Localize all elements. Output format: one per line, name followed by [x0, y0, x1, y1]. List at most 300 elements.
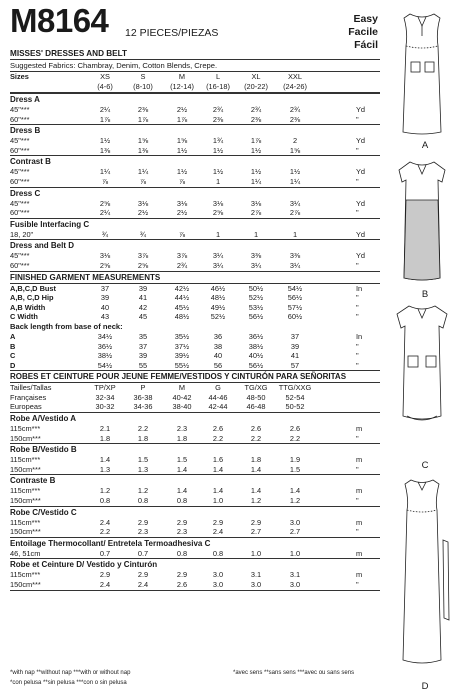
- row-value: 3.0: [250, 580, 262, 589]
- row-value: 1.4: [289, 486, 301, 496]
- row-unit: m: [356, 570, 363, 580]
- row-value: 1.2: [99, 486, 111, 496]
- row-unit: Yd: [356, 167, 366, 177]
- pattern-number: M8164: [10, 2, 109, 39]
- group-title-text: Robe C/Vestido C: [10, 507, 77, 517]
- row-value: 1¾: [212, 136, 224, 146]
- row-label: C Width: [10, 312, 38, 322]
- row-unit: ": [356, 341, 359, 351]
- metric-group-title: [10, 443, 380, 455]
- metric-row: [10, 434, 380, 444]
- row-unit: ": [356, 496, 359, 506]
- english-title: MISSES' DRESSES AND BELT: [10, 49, 128, 58]
- size-code: XL: [251, 72, 261, 81]
- row-value: 1: [292, 229, 298, 239]
- row-value: 3⅞: [137, 251, 149, 261]
- yardage-row: [10, 136, 380, 146]
- group-title-text: Dress B: [10, 126, 41, 136]
- size-range: (4-6): [97, 81, 113, 91]
- row-value: 1.4: [250, 464, 262, 474]
- row-value: 3¼: [289, 260, 301, 270]
- row-value: 1.5: [289, 464, 301, 474]
- row-value: 3¼: [212, 251, 224, 261]
- row-unit: m: [356, 486, 363, 496]
- row-value: 1⅞: [99, 114, 111, 124]
- row-value: 1.4: [212, 464, 224, 474]
- row-label: 115cm***: [10, 424, 41, 434]
- group-title-text: Robe A/Vestido A: [10, 414, 77, 424]
- row-value: TG/XG: [244, 383, 268, 393]
- yardage-row: [10, 251, 380, 261]
- yardage-row: [10, 146, 380, 156]
- row-value: 1¼: [250, 176, 262, 186]
- row-value: ⅞: [101, 176, 109, 186]
- suggested-fabrics-text: Suggested Fabrics: Chambray, Denim, Cotton Blends, Crepe.: [10, 61, 218, 70]
- row-value: 1: [215, 176, 221, 186]
- row-label: Françaises: [10, 392, 47, 402]
- dress-a-illustration: [385, 6, 460, 141]
- row-value: 1½: [289, 167, 301, 177]
- row-value: 1.8: [250, 455, 262, 465]
- row-value: 2.4: [99, 517, 111, 527]
- row-value: 3.1: [289, 570, 301, 580]
- row-value: 57½: [287, 302, 303, 312]
- row-value: 37: [138, 341, 148, 351]
- row-value: 1½: [176, 145, 188, 155]
- metric-group-title: [10, 537, 380, 549]
- group-title-text: Dress C: [10, 188, 41, 198]
- row-value: 1.6: [212, 455, 224, 465]
- row-label: 60"***: [10, 114, 30, 124]
- row-value: 2.7: [250, 527, 262, 537]
- row-unit: ": [356, 208, 359, 218]
- row-value: 1⅞: [250, 136, 262, 146]
- sizes-header-row: [10, 72, 380, 93]
- yardage-group-title: [10, 239, 380, 251]
- garment-illustrations: [385, 0, 460, 696]
- row-label: 115cm***: [10, 517, 41, 527]
- row-value: ⅞: [178, 176, 186, 186]
- row-value: 44½: [174, 293, 190, 303]
- row-value: TTG/XXG: [278, 383, 312, 393]
- metric-group-title: [10, 412, 380, 424]
- row-value: 2½: [176, 208, 188, 218]
- row-value: 1⅞: [176, 114, 188, 124]
- row-unit: ": [356, 145, 359, 155]
- row-value: 2.2: [250, 433, 262, 443]
- row-label: A,B,C,D Bust: [10, 283, 56, 293]
- row-value: 1½: [250, 145, 262, 155]
- row-value: 37: [100, 283, 110, 293]
- row-value: 38: [213, 341, 223, 351]
- row-label: 45"***: [10, 167, 30, 177]
- back-length-row: [10, 361, 380, 371]
- difficulty-level: [330, 13, 378, 52]
- row-label: Europeas: [10, 402, 42, 412]
- metric-row: [10, 527, 380, 537]
- row-value: 48-50: [246, 392, 266, 402]
- row-value: 1.5: [176, 455, 188, 465]
- row-value: 50½: [248, 283, 264, 293]
- size-code: L: [215, 72, 221, 81]
- row-value: 0.8: [176, 548, 188, 558]
- row-value: 36½: [97, 341, 113, 351]
- metric-row: [10, 455, 380, 465]
- row-value: TP/XP: [94, 383, 116, 393]
- row-value: 2.6: [212, 424, 224, 434]
- size-range: (16-18): [206, 81, 230, 91]
- row-unit: ": [356, 360, 359, 370]
- group-title-text: Fusible Interfacing C: [10, 219, 90, 229]
- row-value: 2.2: [212, 433, 224, 443]
- row-unit: Yd: [356, 198, 366, 208]
- row-value: 3¼: [289, 198, 301, 208]
- metric-row: [10, 580, 380, 590]
- finished-row: [10, 284, 380, 294]
- view-label-d: D: [421, 681, 429, 692]
- row-value: 2.4: [99, 580, 111, 589]
- row-unit: ": [356, 302, 359, 312]
- row-value: 3⅛: [212, 198, 224, 208]
- difficulty-en: Easy: [353, 13, 378, 25]
- row-value: 2: [292, 136, 298, 146]
- row-value: 34½: [97, 331, 113, 341]
- row-label: 45"***: [10, 105, 30, 114]
- row-value: 2.9: [212, 517, 224, 527]
- difficulty-es: Fácil: [354, 39, 378, 51]
- row-value: 1.4: [176, 464, 188, 474]
- row-value: 1⅜: [137, 145, 149, 155]
- row-value: 1⅝: [176, 136, 188, 146]
- row-value: 3¼: [250, 260, 262, 270]
- row-value: 38½: [248, 341, 264, 351]
- row-value: 2¾: [289, 105, 301, 114]
- row-value: 1.3: [99, 464, 111, 474]
- row-value: 2⅝: [212, 208, 224, 218]
- row-value: 2.9: [137, 570, 149, 580]
- row-value: 2½: [137, 208, 149, 218]
- row-value: 36: [213, 331, 223, 341]
- group-title-text: Contrast B: [10, 157, 51, 167]
- row-unit: ": [356, 580, 359, 589]
- back-length-title: Back length from base of neck:: [10, 321, 123, 331]
- row-value: 2.6: [250, 424, 262, 434]
- yardage-row: [10, 115, 380, 125]
- row-unit: ": [356, 433, 359, 443]
- row-value: ¾: [139, 229, 147, 239]
- row-value: 39½: [174, 351, 190, 361]
- row-value: 52½: [210, 312, 226, 322]
- row-value: 2.9: [99, 570, 111, 580]
- row-value: 37: [290, 331, 300, 341]
- row-label: 150cm***: [10, 527, 41, 537]
- row-value: 1.4: [250, 486, 262, 496]
- row-value: 1⅝: [289, 145, 301, 155]
- row-label: A: [10, 331, 16, 341]
- row-value: 2⅞: [289, 208, 301, 218]
- row-value: 2⅜: [137, 105, 149, 114]
- row-unit: Yd: [356, 251, 366, 261]
- metric-group-title: [10, 506, 380, 518]
- row-value: 1½: [99, 136, 111, 146]
- dress-d-illustration: [385, 470, 460, 675]
- row-value: 2⅜: [212, 114, 224, 124]
- row-label: B: [10, 341, 16, 351]
- row-label: D: [10, 360, 16, 370]
- piece-count: 12 PIECES/PIEZAS: [125, 27, 219, 39]
- row-value: 45: [138, 312, 148, 322]
- row-value: 37½: [174, 341, 190, 351]
- group-title-text: Dress and Belt D: [10, 241, 75, 251]
- table-bottom-rule: [10, 590, 380, 591]
- row-value: 42-44: [208, 402, 228, 412]
- row-value: 1.8: [176, 433, 188, 443]
- metric-row: [10, 549, 380, 559]
- row-label: 45"***: [10, 136, 30, 146]
- metric-row: [10, 486, 380, 496]
- row-value: 2.9: [137, 517, 149, 527]
- row-unit: In: [356, 331, 363, 341]
- row-value: 1⅜: [99, 145, 111, 155]
- row-value: 42½: [174, 283, 190, 293]
- row-unit: m: [356, 548, 363, 558]
- row-value: 2¾: [212, 105, 224, 114]
- row-value: 1½: [212, 145, 224, 155]
- row-unit: ": [356, 114, 359, 124]
- finished-row: [10, 312, 380, 322]
- row-value: 1.4: [99, 455, 111, 465]
- size-range: (12-14): [170, 81, 194, 91]
- row-value: 46-48: [246, 402, 266, 412]
- row-unit: ": [356, 351, 359, 361]
- row-value: 1¼: [137, 167, 149, 177]
- row-value: 56: [213, 360, 223, 370]
- row-unit: Yd: [356, 105, 366, 114]
- yardage-group-title: [10, 93, 380, 105]
- row-value: 42: [138, 302, 148, 312]
- row-label: Tailles/Tallas: [10, 383, 52, 393]
- row-label: 60"***: [10, 145, 30, 155]
- row-value: 1¼: [99, 167, 111, 177]
- view-label-c: C: [421, 460, 429, 471]
- row-value: 41: [138, 293, 148, 303]
- yardage-group-title: [10, 218, 380, 230]
- metric-row: [10, 570, 380, 580]
- row-unit: Yd: [356, 229, 366, 239]
- row-value: 1.8: [137, 433, 149, 443]
- row-value: 48½: [174, 312, 190, 322]
- row-value: 2⅝: [99, 260, 111, 270]
- row-value: M: [178, 383, 186, 393]
- row-value: 0.7: [99, 548, 111, 558]
- yardage-row: [10, 167, 380, 177]
- row-value: 45½: [174, 302, 190, 312]
- row-value: 2½: [176, 105, 188, 114]
- row-value: 2¼: [99, 105, 111, 114]
- row-value: 1.5: [137, 455, 149, 465]
- row-value: 2.9: [250, 517, 262, 527]
- group-title-text: Contraste B: [10, 476, 56, 486]
- row-label: A,B, C,D Hip: [10, 293, 54, 303]
- back-length-row: [10, 342, 380, 352]
- back-length-row: [10, 332, 380, 342]
- size-code: XS: [100, 72, 110, 81]
- row-unit: ": [356, 464, 359, 474]
- difficulty-fr: Facile: [348, 26, 378, 38]
- row-value: 2⅜: [250, 114, 262, 124]
- size-range: (20-22): [244, 81, 268, 91]
- row-value: 2.3: [137, 527, 149, 537]
- row-value: 2.4: [137, 580, 149, 589]
- size-range: (8-10): [133, 81, 153, 91]
- row-value: 55: [138, 360, 148, 370]
- group-title-text: Dress A: [10, 95, 40, 104]
- finished-measurements-heading: [10, 271, 380, 284]
- row-value: 1½: [176, 167, 188, 177]
- group-title-text: Entoilage Thermocollant/ Entretela Termoadhesiva C: [10, 538, 211, 548]
- row-value: 3⅛: [137, 198, 149, 208]
- row-value: 3.1: [250, 570, 262, 580]
- row-value: 41: [290, 351, 300, 361]
- row-value: 32-34: [95, 392, 115, 402]
- yardage-row: [10, 105, 380, 115]
- row-value: 49½: [210, 302, 226, 312]
- row-value: 1: [215, 229, 221, 239]
- section-heading-spanish: [10, 370, 380, 383]
- row-value: 2¼: [99, 208, 111, 218]
- row-value: 2.9: [176, 517, 188, 527]
- row-value: 1.0: [212, 496, 224, 506]
- row-value: 40½: [248, 351, 264, 361]
- row-value: 1.8: [99, 433, 111, 443]
- row-value: 1½: [250, 167, 262, 177]
- row-label: 150cm***: [10, 433, 41, 443]
- row-unit: Yd: [356, 136, 366, 146]
- row-value: 1.3: [137, 464, 149, 474]
- view-label-a: A: [421, 140, 429, 151]
- row-value: 56½: [287, 293, 303, 303]
- row-value: 54½: [97, 360, 113, 370]
- row-value: 2⅝: [99, 198, 111, 208]
- row-value: 52½: [248, 293, 264, 303]
- row-value: 54½: [287, 283, 303, 293]
- row-value: 40-42: [172, 392, 192, 402]
- size-code: S: [140, 72, 146, 81]
- row-value: 1: [253, 229, 259, 239]
- footnote-spanish: *con pelusa **sin pelusa ***con o sin pelusa: [10, 680, 127, 686]
- row-value: 1.2: [289, 496, 301, 506]
- row-value: 1.4: [212, 486, 224, 496]
- row-value: 2.7: [289, 527, 301, 537]
- row-value: 46½: [210, 283, 226, 293]
- row-value: 3⅛: [250, 198, 262, 208]
- row-value: 2¾: [176, 260, 188, 270]
- row-value: 3.0: [289, 580, 301, 589]
- row-label: 150cm***: [10, 464, 41, 474]
- row-value: 1.2: [250, 496, 262, 506]
- row-value: 40: [100, 302, 110, 312]
- row-value: 3⅜: [250, 251, 262, 261]
- yardage-row: [10, 208, 380, 218]
- metric-row: [10, 424, 380, 434]
- row-value: 48½: [210, 293, 226, 303]
- row-value: 36-38: [133, 392, 153, 402]
- row-value: 34-36: [133, 402, 153, 412]
- metric-row: [10, 465, 380, 475]
- yardage-table: [10, 48, 380, 591]
- row-unit: m: [356, 517, 363, 527]
- finished-title: FINISHED GARMENT MEASUREMENTS: [10, 272, 161, 282]
- size-range: (24-26): [283, 81, 307, 91]
- row-value: 40: [213, 351, 223, 361]
- row-unit: In: [356, 283, 363, 293]
- row-value: 39: [100, 293, 110, 303]
- row-value: ¾: [101, 229, 109, 239]
- row-value: 3⅞: [176, 251, 188, 261]
- suggested-fabrics: [10, 60, 380, 72]
- row-value: 3⅜: [289, 251, 301, 261]
- row-value: 2.2: [137, 424, 149, 434]
- row-value: 2⅞: [250, 208, 262, 218]
- row-value: 0.8: [137, 496, 149, 506]
- row-value: 1.0: [289, 548, 301, 558]
- view-label-b: B: [421, 289, 429, 300]
- row-value: 44-46: [208, 392, 228, 402]
- row-unit: ": [356, 293, 359, 303]
- row-value: 38½: [97, 351, 113, 361]
- size-code: XXL: [288, 72, 302, 81]
- footnote-english: *with nap **without nap ***with or without nap: [10, 670, 131, 676]
- row-value: 30-32: [95, 402, 115, 412]
- row-label: 150cm***: [10, 580, 41, 589]
- row-label: 46, 51cm: [10, 548, 41, 558]
- row-value: 2.1: [99, 424, 111, 434]
- metric-row: [10, 518, 380, 528]
- row-value: 3.0: [212, 570, 224, 580]
- yardage-row: [10, 230, 380, 240]
- row-value: 2.2: [99, 527, 111, 537]
- row-value: 3¼: [212, 260, 224, 270]
- row-label: 150cm***: [10, 496, 41, 506]
- section-heading-english: [10, 48, 380, 60]
- yardage-row: [10, 177, 380, 187]
- back-length-heading: [10, 322, 380, 332]
- row-value: 1¼: [289, 176, 301, 186]
- row-value: 3⅛: [99, 251, 111, 261]
- row-value: 2.6: [289, 424, 301, 434]
- row-value: 0.7: [137, 548, 149, 558]
- finished-row: [10, 303, 380, 313]
- row-label: 60"***: [10, 260, 30, 270]
- row-value: ⅞: [139, 176, 147, 186]
- row-value: 2.6: [176, 580, 188, 589]
- row-value: 35½: [174, 331, 190, 341]
- row-label: 115cm***: [10, 486, 41, 496]
- row-unit: m: [356, 455, 363, 465]
- row-label: 60"***: [10, 208, 30, 218]
- row-value: 2.3: [176, 424, 188, 434]
- yardage-row: [10, 261, 380, 271]
- row-value: 39: [290, 341, 300, 351]
- row-label: 115cm***: [10, 570, 41, 580]
- metric-group-title: [10, 474, 380, 486]
- dress-c-illustration: [385, 298, 460, 453]
- row-unit: ": [356, 260, 359, 270]
- row-value: 3.0: [212, 580, 224, 589]
- row-value: P: [140, 383, 146, 393]
- row-value: 1⅝: [137, 136, 149, 146]
- row-value: 0.8: [176, 496, 188, 506]
